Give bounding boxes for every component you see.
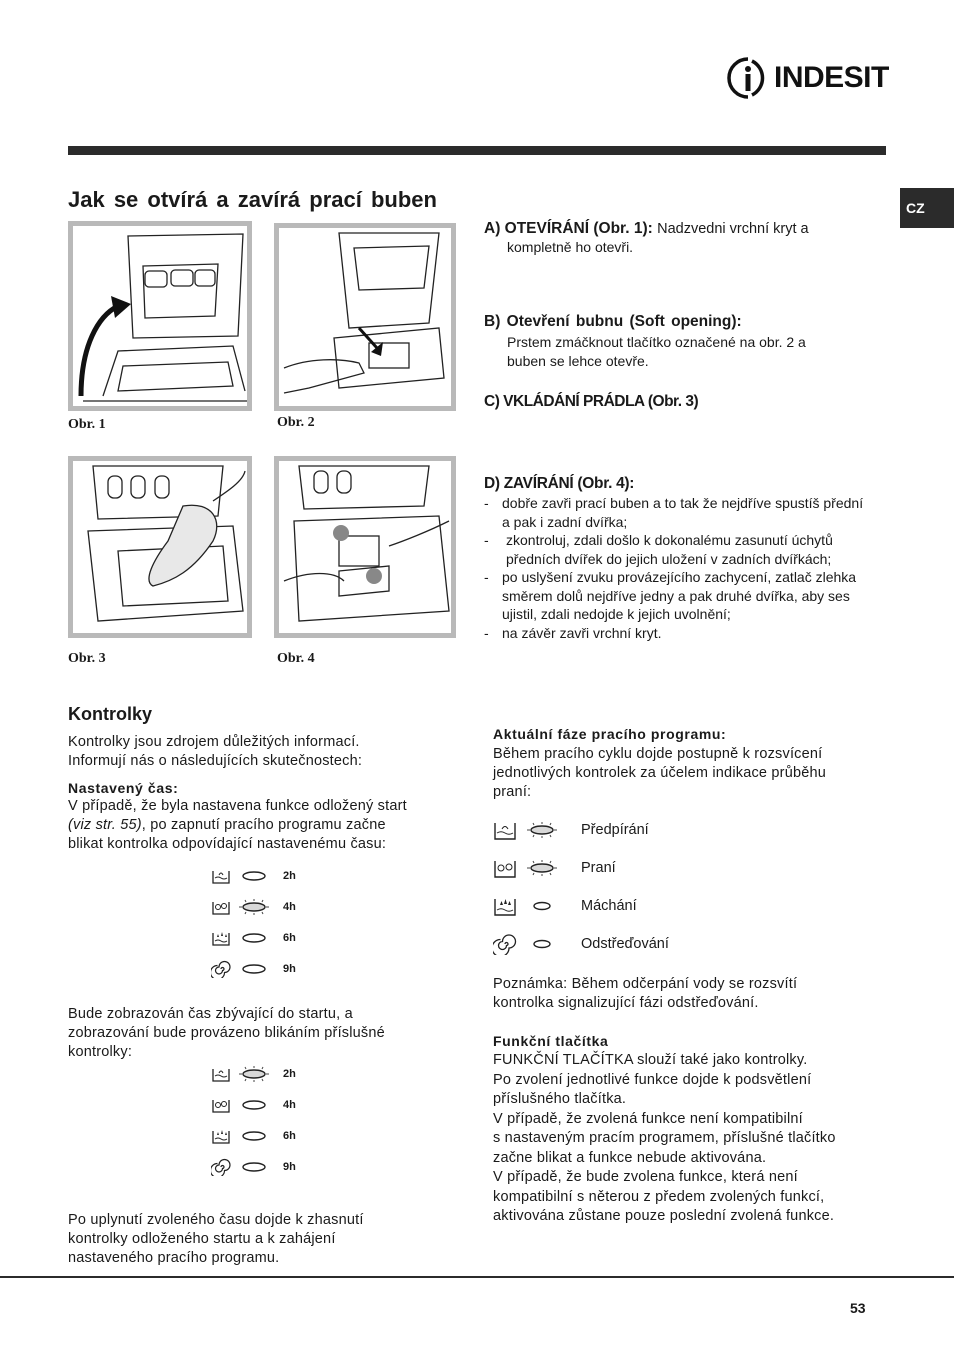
header-bar [68, 146, 886, 155]
step-d-item: - dobře zavři prací buben a to tak že nejdříve spustíš přední a pak i zadní dvířka; [484, 494, 884, 531]
rinse-icon [493, 895, 517, 917]
funkcni-line: příslušného tlačítka. [493, 1091, 627, 1107]
funkcni-line: s nastaveným pracím programem, příslušné tlačítko [493, 1130, 836, 1146]
funkcni-line: kompatibilní s něterou z předem zvolených funkcí, [493, 1188, 825, 1205]
indicator-row [211, 860, 296, 891]
step-d-item: - po uslyšení zvuku provázejícího zachycení, zatlač zlehka směrem dolů nejdříve jedny a pak druhé dvířka, aby ses ujistil, zdali nedojde k jejich uvolnění; [484, 568, 884, 624]
wash-icon [211, 1096, 231, 1114]
step-b-heading: B) Otevření bubnu (Soft opening): [484, 313, 742, 330]
kontrolky-heading: Kontrolky [68, 704, 153, 724]
faze-line: praní: [493, 784, 532, 800]
phase-label: Předpírání [581, 822, 649, 838]
step-d-heading: D) ZAVÍRÁNÍ (Obr. 4): [484, 475, 635, 492]
indicator-led-icon [237, 961, 271, 977]
step-a-text: Nadzvedni vrchní kryt a [657, 221, 809, 237]
kontrolky-intro-line: Kontrolky jsou zdrojem důležitých informací. [68, 734, 360, 750]
step-a [484, 220, 884, 257]
step-d-item-line: po uslyšení zvuku provázejícího zachycení, zatlač zlehka [502, 569, 857, 585]
wash-icon [493, 857, 517, 879]
konec-line: kontrolky odloženého startu a k zahájení [68, 1231, 336, 1247]
page-title: Jak se otvírá a zavírá prací buben [68, 187, 437, 212]
kontrolky-intro [68, 733, 448, 771]
funkcni-line: začne blikat a funkce nebude aktivována. [493, 1149, 767, 1166]
indicator-row [211, 1151, 296, 1182]
faze-heading: Aktuální fáze pracího programu: [493, 726, 727, 742]
step-d-item: - zkontroluj, zdali došlo k dokonalému zasunutí úchytů předních dvířek do jejich uložení v zadních dvířkách; [484, 531, 884, 568]
faze-line: jednotlivých kontrolek za účelem indikace průběhu [493, 765, 827, 781]
kontrolky-intro-line: Informují nás o následujících skutečnostech: [68, 753, 363, 769]
language-tab: CZ [900, 188, 954, 228]
washer-soft-opening-illustration [279, 228, 451, 406]
figure-3-label: Obr. 3 [68, 651, 106, 666]
step-b [484, 313, 864, 370]
rinse-icon [211, 1127, 231, 1145]
figure-2-illustration [274, 223, 456, 411]
step-a-text-2: kompletně ho otevři. [507, 239, 634, 255]
indicator-row [211, 1089, 296, 1120]
indicator-led-blinking-icon [525, 860, 559, 876]
zbyvajici-line: kontrolky: [68, 1044, 133, 1060]
funkcni-line: aktivována zůstane pouze poslední zvolená funkce. [493, 1208, 835, 1224]
spin-icon [211, 960, 231, 978]
indicator-row [211, 922, 296, 953]
faze-line: Během pracího cyklu dojde postupně k rozsvícení [493, 746, 823, 762]
phase-row [493, 849, 669, 887]
phase-indicators [493, 811, 669, 963]
prewash-icon [211, 867, 231, 885]
funkcni-text [493, 1051, 893, 1227]
indicator-led-icon [237, 930, 271, 946]
time-label: 2h [283, 869, 296, 882]
indicator-row [211, 1058, 296, 1089]
prewash-icon [493, 819, 517, 841]
funkcni-line: V případě, že zvolená funkce není kompatibilní [493, 1110, 803, 1127]
step-d-item-line: a pak i zadní dvířka; [502, 513, 628, 530]
step-b-text-2: buben se lehce otevře. [507, 352, 649, 369]
konec-line: Po uplynutí zvoleného času dojde k zhasnutí [68, 1212, 364, 1228]
konec-line: nastaveného pracího programu. [68, 1250, 280, 1266]
step-d [484, 475, 884, 642]
step-c-heading: C) VKLÁDÁNÍ PRÁDLA (Obr. 3) [484, 393, 699, 410]
nastaveny-line: blikat kontrolka odpovídající nastavenému času: [68, 836, 387, 852]
funkcni-line: FUNKČNÍ TLAČÍTKA slouží také jako kontrolky. [493, 1052, 808, 1068]
zbyvajici-line: Bude zobrazován čas zbývající do startu, a [68, 1006, 353, 1022]
faze-text [493, 745, 873, 802]
nastaveny-line: , po zapnutí pracího programu začne [141, 817, 386, 833]
brand-logo [726, 56, 889, 100]
time-label: 4h [283, 900, 296, 913]
washer-open-lid-illustration [73, 226, 247, 406]
closing-drum-illustration [279, 461, 451, 633]
indicator-led-icon [525, 936, 559, 952]
prewash-icon [211, 1065, 231, 1083]
time-label: 6h [283, 931, 296, 944]
poznamka-line: kontrolka signalizující fázi odstřeďování. [493, 995, 759, 1011]
indicator-row [211, 953, 296, 984]
zbyvajici-text [68, 1005, 448, 1062]
poznamka-line: Poznámka: Během odčerpání vody se rozsvítí [493, 976, 798, 992]
phase-label: Máchání [581, 898, 637, 914]
step-d-item-line: dobře zavři prací buben a to tak že nejdříve spustíš přední [502, 495, 864, 511]
indicator-row [211, 891, 296, 922]
indicator-group-remaining [211, 1058, 296, 1182]
konec-text [68, 1211, 448, 1268]
time-label: 9h [283, 1160, 296, 1173]
figure-4-illustration [274, 456, 456, 638]
indicator-led-icon [237, 1159, 271, 1175]
time-label: 9h [283, 962, 296, 975]
step-d-item-line: zkontroluj, zdali došlo k dokonalému zasunutí úchytů [506, 532, 833, 548]
nastaveny-heading: Nastavený čas: [68, 780, 179, 796]
step-d-item: - na závěr zavři vrchní kryt. [484, 624, 884, 643]
indicator-led-icon [525, 898, 559, 914]
brand-emblem-icon [726, 56, 770, 100]
indicator-led-blinking-icon [525, 822, 559, 838]
time-label: 2h [283, 1067, 296, 1080]
step-d-item-line: směrem dolů nejdříve jedny a pak druhé dvířka, aby ses [502, 587, 850, 604]
step-a-heading: A) OTEVÍRÁNÍ (Obr. 1): [484, 220, 653, 237]
nastaveny-line: V případě, že byla nastavena funkce odložený start [68, 798, 407, 814]
indicator-led-icon [237, 1128, 271, 1144]
time-label: 4h [283, 1098, 296, 1111]
phase-label: Praní [581, 860, 616, 876]
phase-row [493, 925, 669, 963]
figure-1-label: Obr. 1 [68, 417, 106, 432]
wash-icon [211, 898, 231, 916]
brand-name: INDESIT [774, 61, 889, 94]
phase-label: Odstřeďování [581, 936, 669, 952]
time-label: 6h [283, 1129, 296, 1142]
indicator-led-icon [237, 868, 271, 884]
zbyvajici-line: zobrazování bude provázeno blikáním příslušné [68, 1025, 385, 1041]
step-d-item-line: na závěr zavři vrchní kryt. [502, 624, 662, 641]
spin-icon [211, 1158, 231, 1176]
funkcni-heading: Funkční tlačítka [493, 1033, 609, 1049]
indicator-led-blinking-icon [237, 1066, 271, 1082]
page-reference: (viz str. 55) [68, 817, 142, 833]
loading-laundry-illustration [73, 461, 247, 633]
figure-3-illustration [68, 456, 252, 638]
rinse-icon [211, 929, 231, 947]
footer-rule [0, 1276, 954, 1278]
funkcni-line: Po zvolení jednotlivé funkce dojde k podsvětlení [493, 1071, 812, 1088]
spin-icon [493, 933, 517, 955]
indicator-led-blinking-icon [237, 899, 271, 915]
indicator-row [211, 1120, 296, 1151]
step-d-item-line: předních dvířek do jejich uložení v zadních dvířkách; [506, 550, 832, 567]
indicator-group-blinking-start [211, 860, 296, 984]
page-number: 53 [850, 1300, 866, 1316]
figure-4-label: Obr. 4 [277, 651, 315, 666]
phase-row [493, 887, 669, 925]
nastaveny-text [68, 797, 458, 854]
step-b-text-1: Prstem zmáčknout tlačítko označené na obr. 2 a [507, 334, 806, 350]
step-d-item-line: ujistil, zdali nedojde k jejich uvolnění; [502, 606, 731, 622]
poznamka-text [493, 975, 873, 1013]
funkcni-line: V případě, že bude zvolena funkce, která není [493, 1169, 798, 1185]
indicator-led-icon [237, 1097, 271, 1113]
figure-1-illustration [68, 221, 252, 411]
phase-row [493, 811, 669, 849]
figure-2-label: Obr. 2 [277, 415, 315, 430]
